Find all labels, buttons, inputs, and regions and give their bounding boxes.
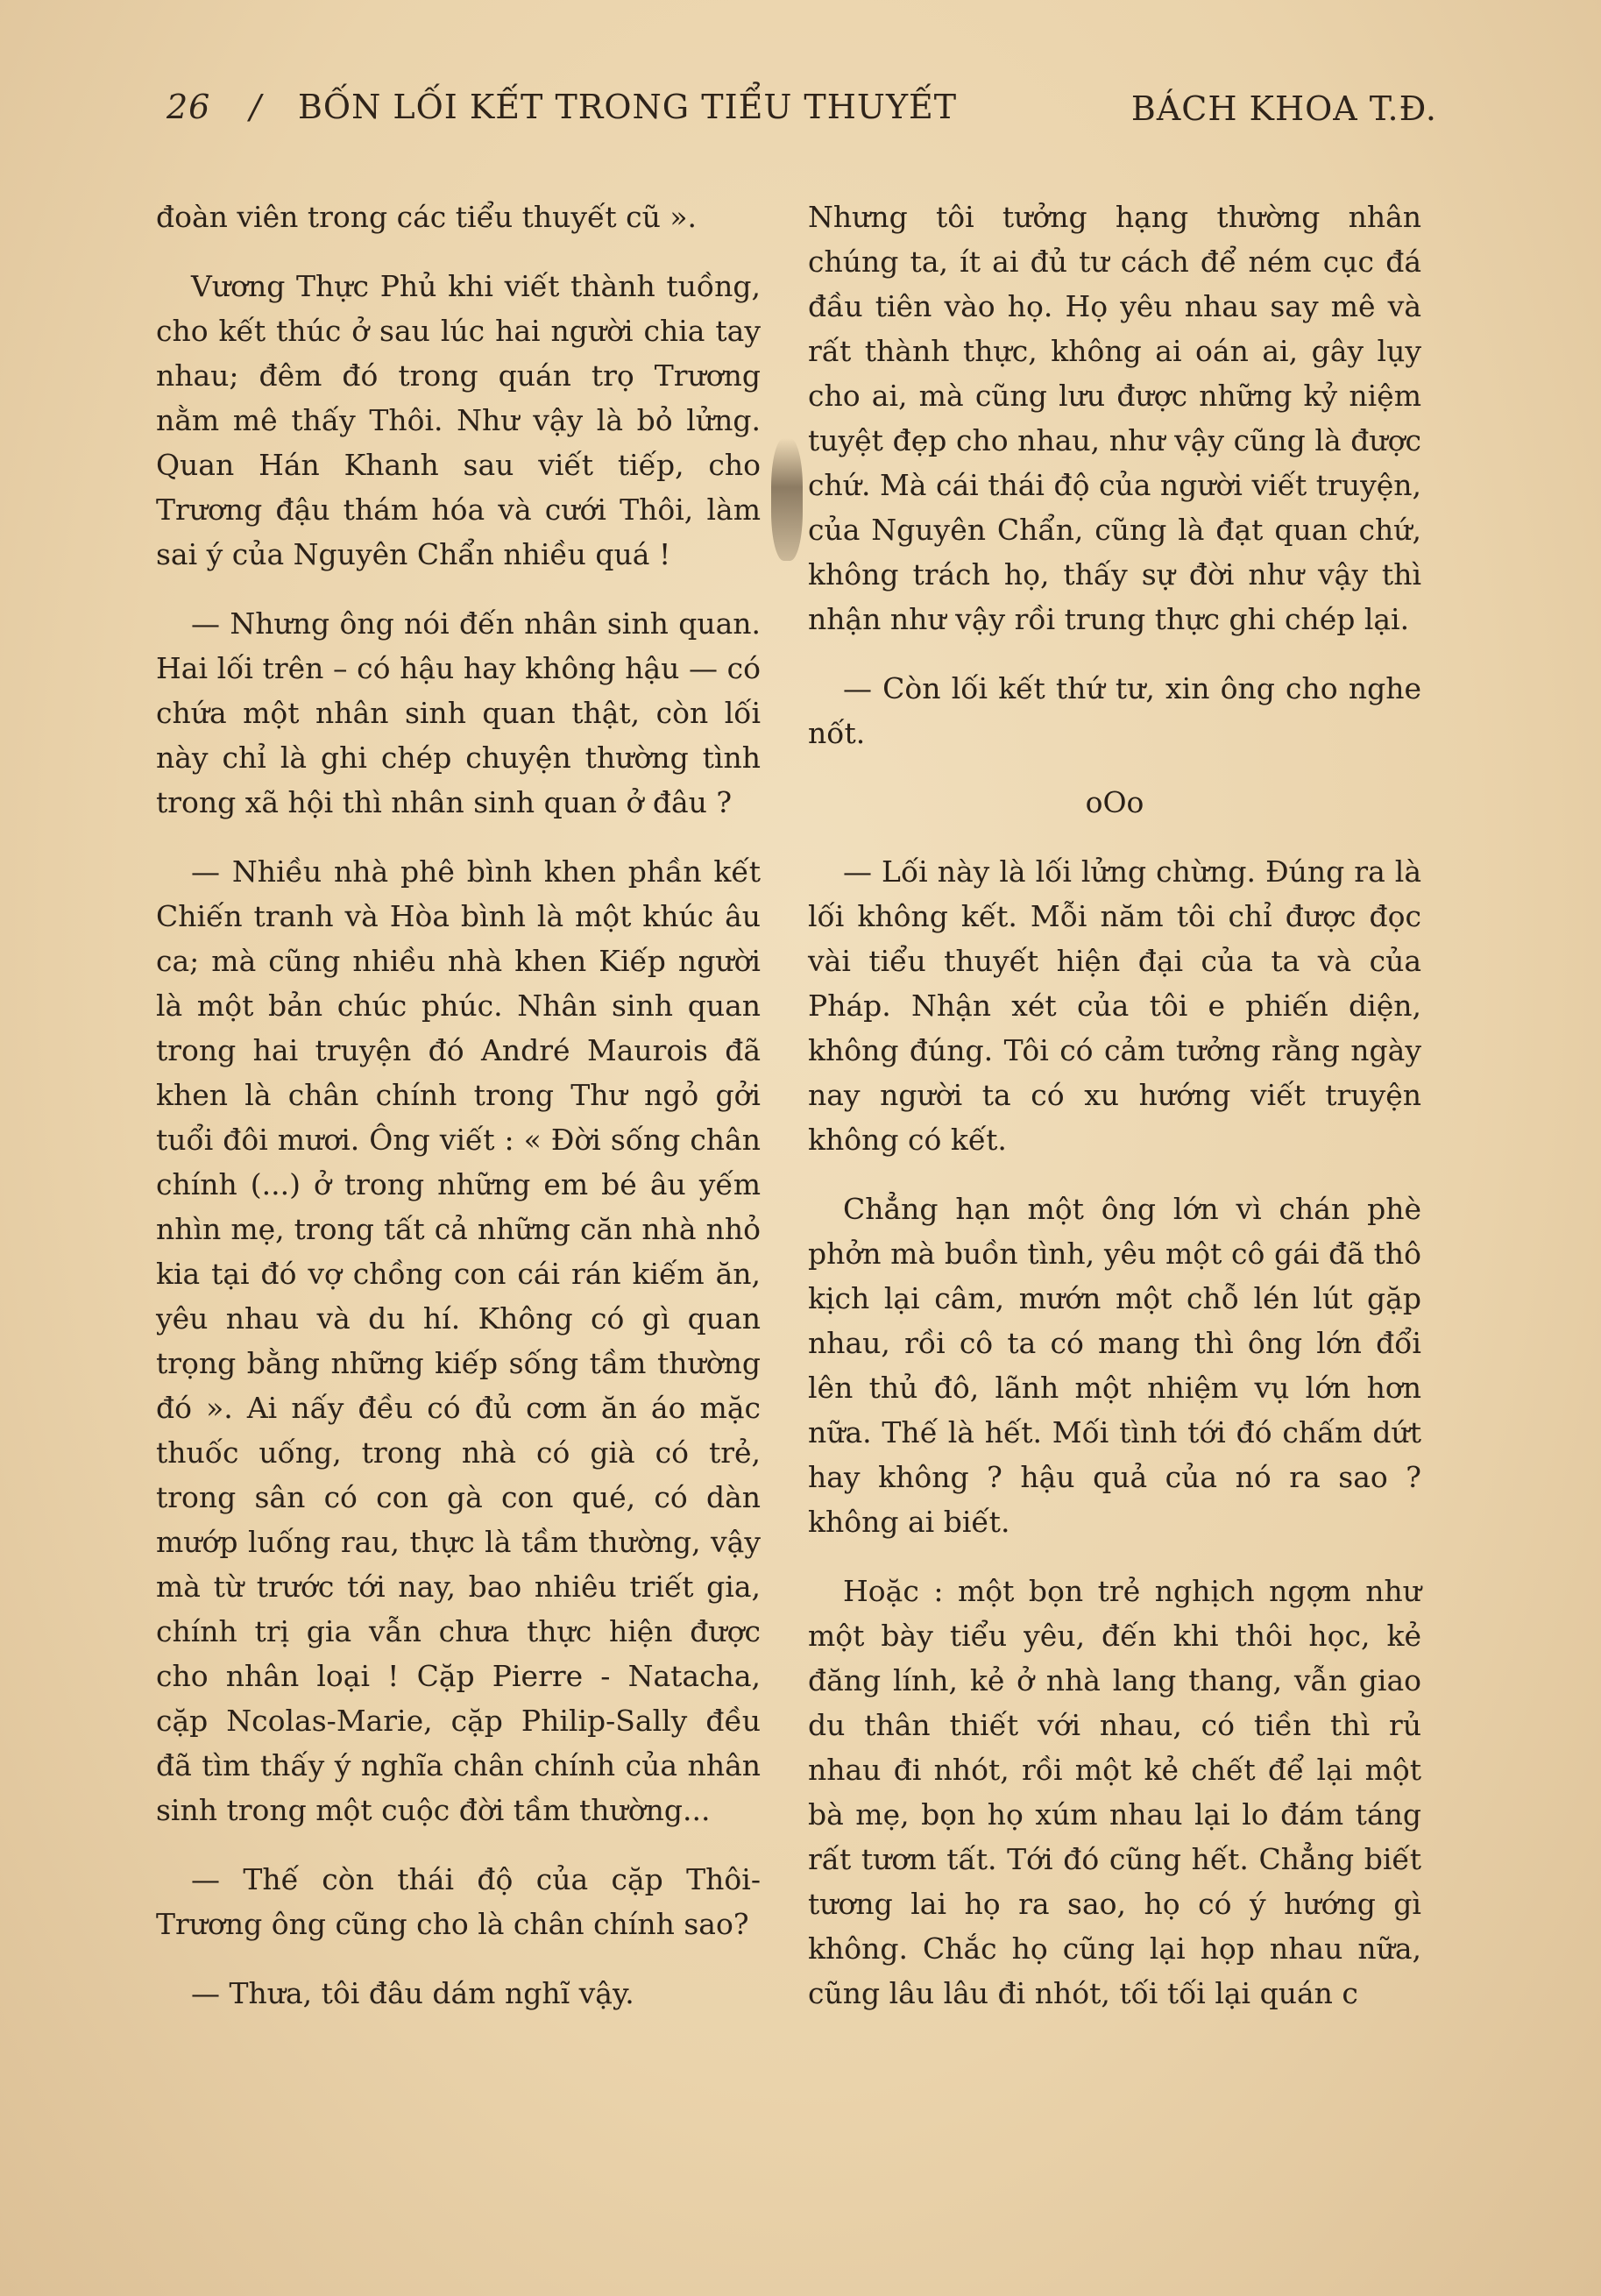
paragraph: — Còn lối kết thứ tư, xin ông cho nghe nốt. xyxy=(808,671,1421,750)
page-number: 26 xyxy=(166,88,211,126)
paragraph: — Nhiều nhà phê bình khen phần kết Chiến tranh và Hòa bình là một khúc âu ca; mà cũng nhiều nhà khen Kiếp người là một bản chúc phúc. Nhân sinh quan trong hai truyện đó André Maurois đã khen là chân chính trong Thư ngỏ gởi tuổi đôi mươi. Ông viết : « Đời sống chân chính (...) ở trong những em bé âu yếm nhìn mẹ, trong tất cả những căn nhà nhỏ kia tại đó vợ chồng con cái rán kiếm ăn, yêu nhau và du hí. Không có gì quan trọng bằng những kiếp sống tầm thường đó ». Ai nấy đều có đủ cơm ăn áo mặc thuốc uống, trong nhà có già có trẻ, trong sân có con gà con qué, có dàn mướp luống rau, thực là tầm thường, vậy mà từ trước tới nay, bao nhiêu triết gia, chính trị gia vẫn chưa thực hiện được cho nhân loại ! Cặp Pierre - Natacha, cặp Ncolas-Marie, cặp Philip-Sally đều đã tìm thấy ý nghĩa chân chính của nhân sinh trong một cuộc đời tầm thường... xyxy=(156,854,761,1827)
paragraph: Hoặc : một bọn trẻ nghịch ngợm như một bày tiểu yêu, đến khi thôi học, kẻ đăng lính, kẻ ở nhà lang thang, vẫn giao du thân thiết với nhau, có tiền thì rủ nhau đi nhót, rồi một kẻ chết để lại một bà mẹ, bọn họ xúm nhau lại lo đám táng rất tươm tất. Tới đó cũng hết. Chẳng biết tương lai họ ra sao, họ có ý hướng gì không. Chắc họ cũng lại họp nhau nữa, cũng lâu lâu đi nhót, tối tối lại quán c xyxy=(808,1574,1421,2010)
paragraph: — Lối này là lối lửng chừng. Đúng ra là lối không kết. Mỗi năm tôi chỉ được đọc vài tiểu thuyết hiện đại của ta và của Pháp. Nhận xét của tôi e phiến diện, không đúng. Tôi có cảm tưởng rằng ngày nay người ta có xu hướng viết truyện không có kết. xyxy=(808,854,1421,1157)
paragraph: Vương Thực Phủ khi viết thành tuồng, cho kết thúc ở sau lúc hai người chia tay nhau; đêm đó trong quán trọ Trương nằm mê thấy Thôi. Như vậy là bỏ lửng. Quan Hán Khanh sau viết tiếp, cho Trương đậu thám hóa và cưới Thôi, làm sai ý của Nguyên Chẩn nhiều quá ! xyxy=(156,269,761,571)
paragraph: đoàn viên trong các tiểu thuyết cũ ». xyxy=(156,200,698,234)
paper-stain xyxy=(771,438,803,561)
right-column xyxy=(808,195,1421,2040)
header-separator: / xyxy=(250,88,262,126)
paragraph: Chẳng hạn một ông lớn vì chán phè phởn mà buồn tình, yêu một cô gái đã thô kịch lại câm, mướn một chỗ lén lút gặp nhau, rồi cô ta có mang thì ông lớn đổi lên thủ đô, lãnh một nhiệm vụ lớn hơn nữa. Thế là hết. Mối tình tới đó chấm dứt hay không ? hậu quả của nó ra sao ? không ai biết. xyxy=(808,1192,1421,1539)
magazine-name: BÁCH KHOA T.Đ. xyxy=(1130,89,1437,128)
paragraph: Nhưng tôi tưởng hạng thường nhân chúng ta, ít ai đủ tư cách để ném cục đá đầu tiên vào họ. Họ yêu nhau say mê và rất thành thực, không ai oán ai, gây lụy cho ai, mà cũng lưu được những kỷ niệm tuyệt đẹp cho nhau, như vậy cũng là được chứ. Mà cái thái độ của người viết truyện, của Nguyên Chẩn, cũng là đạt quan chứ, không trách họ, thấy sự đời như vậy thì nhận như vậy rồi trung thực ghi chép lại. xyxy=(808,200,1421,636)
page-header xyxy=(166,88,1437,149)
paragraph: — Nhưng ông nói đến nhân sinh quan. Hai lối trên – có hậu hay không hậu — có chứa một nhân sinh quan thật, còn lối này chỉ là ghi chép chuyện thường tình trong xã hội thì nhân sinh quan ở đâu ? xyxy=(156,606,761,819)
section-divider: oOo xyxy=(1085,785,1144,819)
left-column xyxy=(156,195,761,2040)
paragraph: — Thưa, tôi đâu dám nghĩ vậy. xyxy=(191,1976,634,2010)
paragraph: — Thế còn thái độ của cặp Thôi-Trương ông cũng cho là chân chính sao? xyxy=(156,1862,761,1941)
running-title: BỐN LỐI KẾT TRONG TIỂU THUYẾT xyxy=(298,88,958,126)
